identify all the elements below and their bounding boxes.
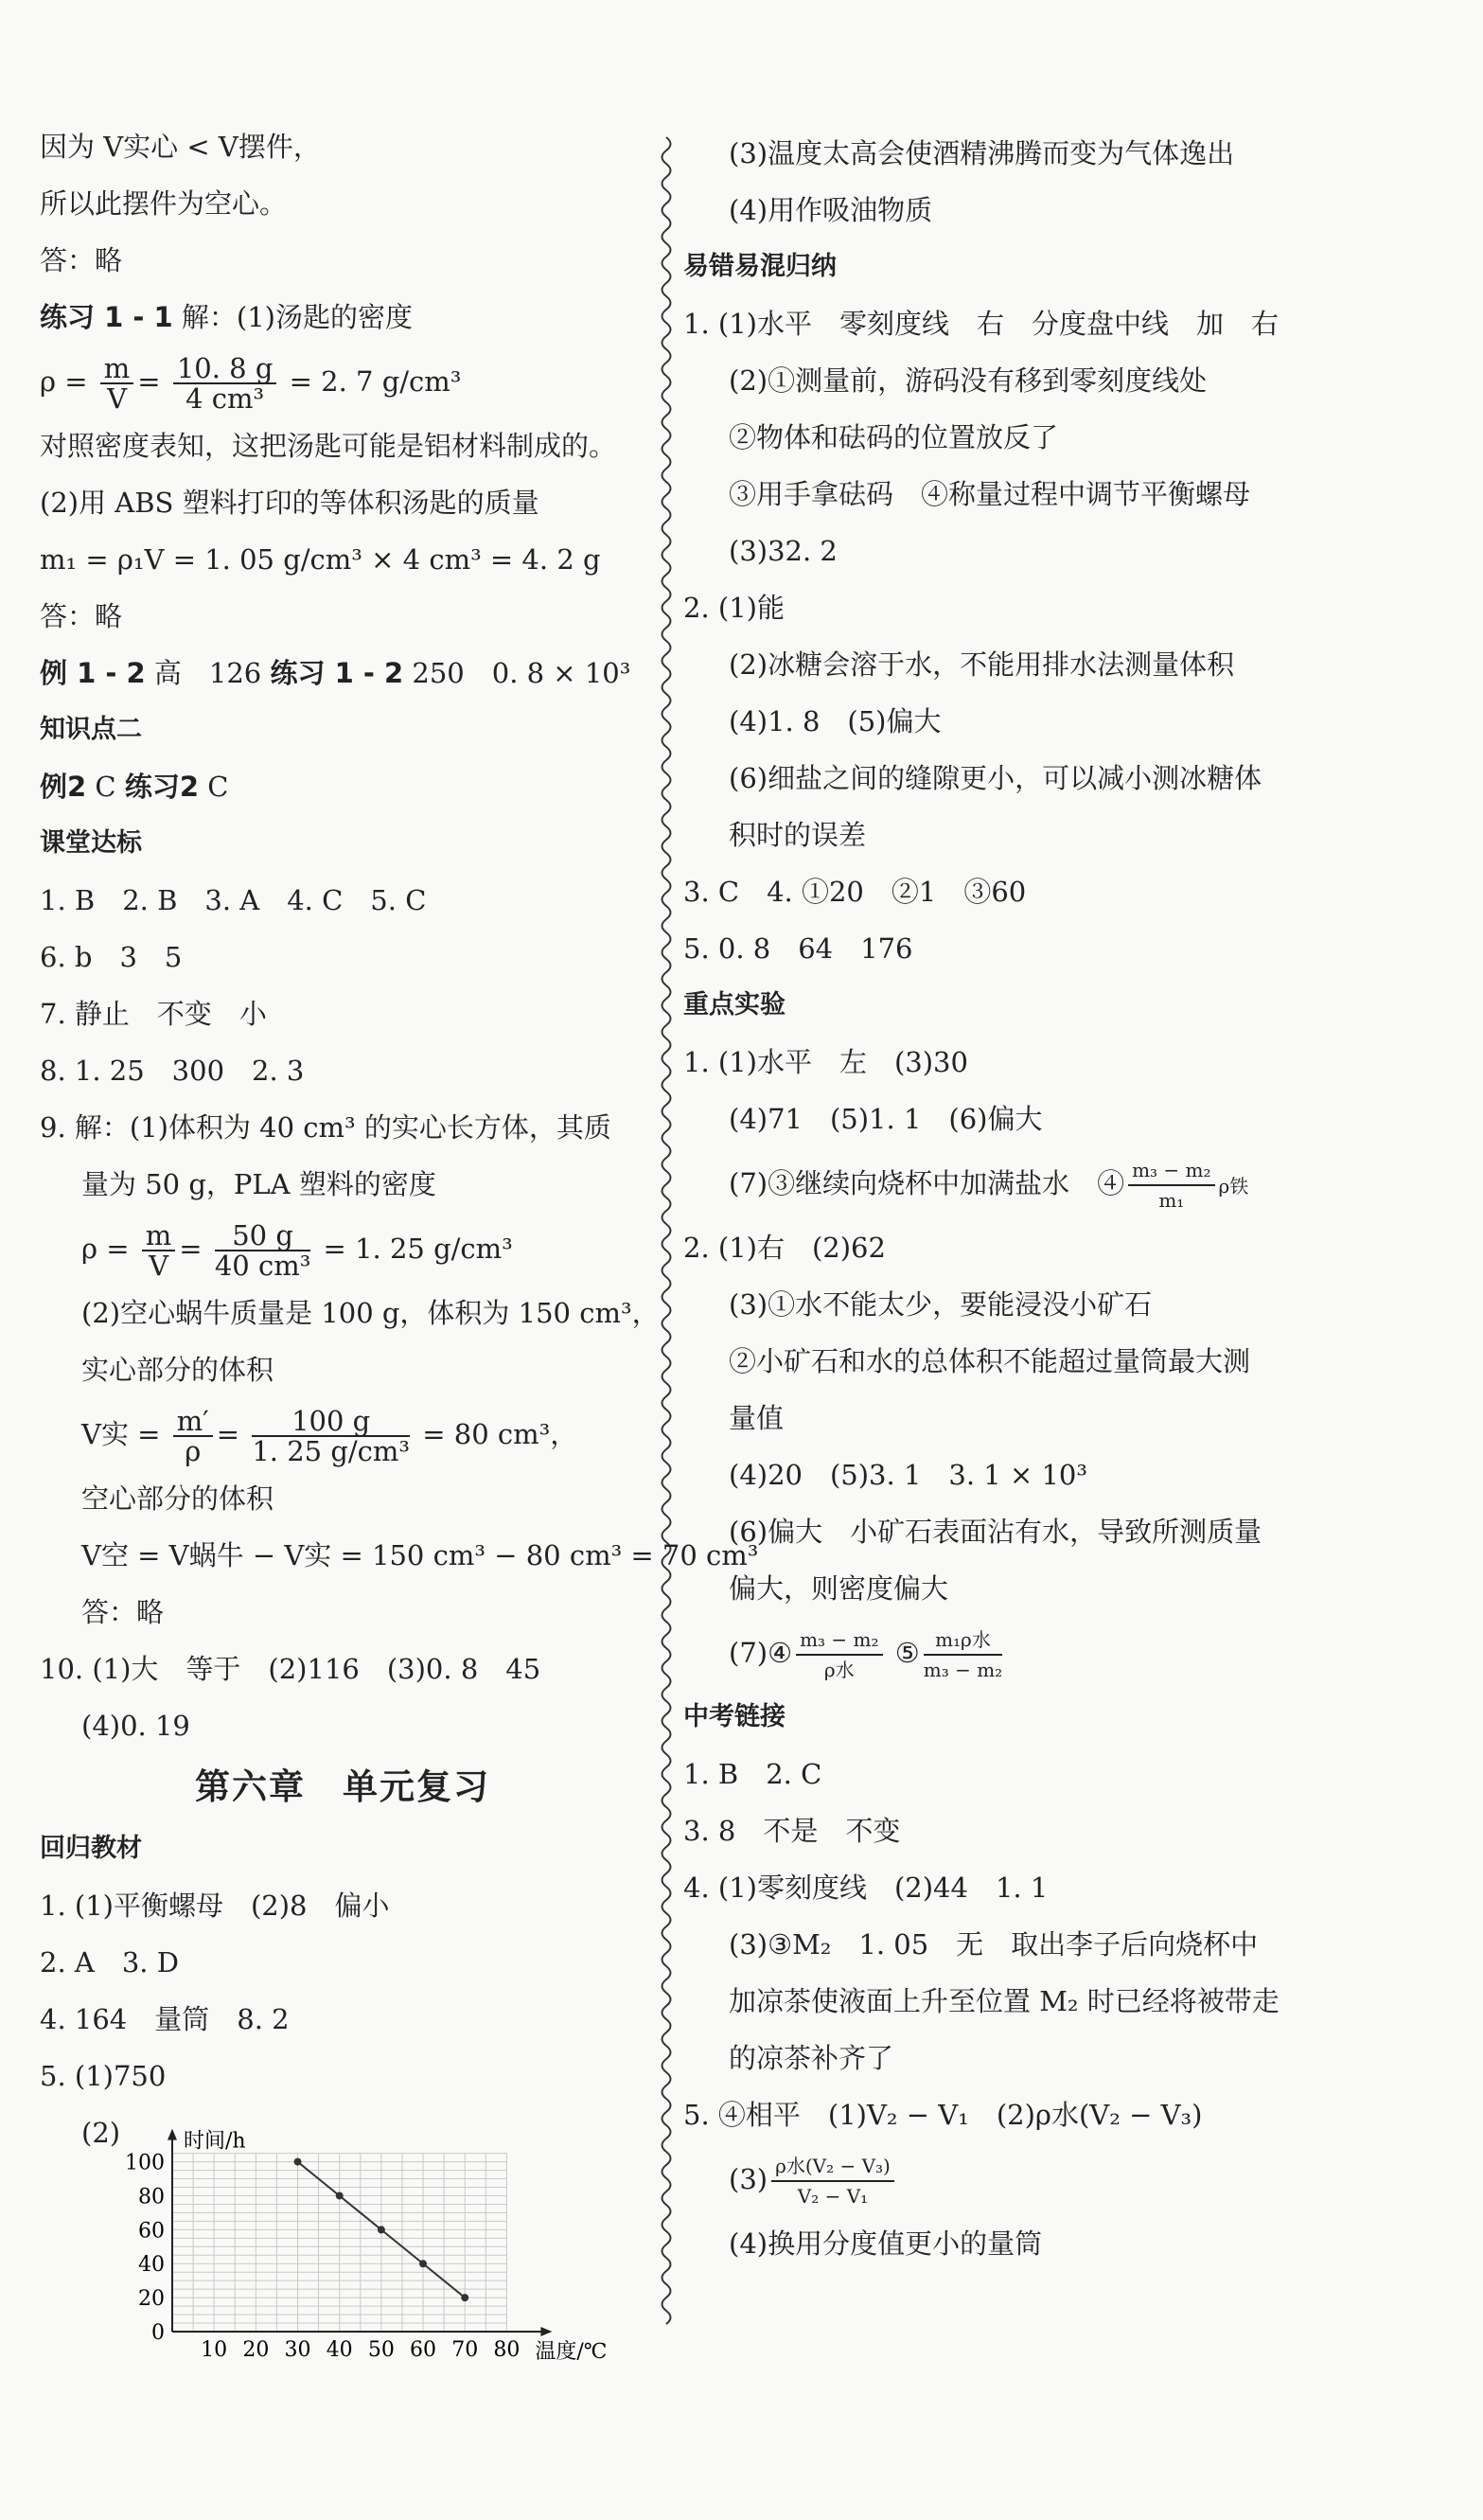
text-line: (4)20 (5)3. 1 3. 1 × 10³: [729, 1459, 1087, 1491]
x-tick-label: 80: [493, 2338, 521, 2362]
eq-left: V实 =: [81, 1418, 161, 1450]
text: (3): [729, 2163, 768, 2195]
text: (7)④: [729, 1637, 793, 1669]
numerator: 50 g: [215, 1221, 311, 1251]
denominator: 40 cm³: [214, 1250, 311, 1282]
chart-label: (2): [81, 2117, 121, 2149]
text-line: 答：略: [40, 244, 123, 276]
practice-label: 练习 1 - 2: [270, 657, 404, 689]
text-line: 偏大，则密度偏大: [729, 1572, 949, 1605]
denominator: V: [149, 1250, 169, 1282]
eq-left: ρ =: [40, 365, 88, 398]
numerator: m: [142, 1221, 176, 1251]
fraction: [924, 1625, 1002, 1684]
practice-text: 250 0. 8 × 10³: [412, 657, 631, 689]
text-line: ②物体和砝码的位置放反了: [729, 421, 1059, 453]
text-line: 2. (1)能: [683, 592, 785, 624]
fraction: [796, 1625, 882, 1684]
x-tick-label: 30: [284, 2338, 311, 2362]
density-equation-1: ρ = $\frac{m}{V}$ = $\frac{10. 8 g}{\text{4 cm³}}$ = 2. 7 g/cm³: [40, 352, 462, 415]
text-line: 5. 0. 8 64 176: [683, 932, 913, 965]
text-line: 量为 50 g，PLA 塑料的密度: [81, 1168, 436, 1200]
x-tick-label: 50: [367, 2338, 395, 2362]
numerator: m₃ − m₂: [796, 1625, 882, 1656]
numerator: m′: [173, 1407, 213, 1437]
text-line: 空心部分的体积: [81, 1482, 274, 1515]
text-line: (3)①水不能太少，要能浸没小矿石: [729, 1288, 1153, 1321]
data-point: [294, 2158, 302, 2166]
fraction: [215, 1221, 311, 1280]
text-line: 答：略: [40, 600, 123, 632]
right-column: [683, 125, 1308, 2272]
text-line: 答：略: [81, 1596, 165, 1628]
text-line: 4. (1)零刻度线 (2)44 1. 1: [683, 1872, 1049, 1904]
text-line: (3)温度太高会使酒精沸腾而变为气体逸出: [729, 137, 1235, 169]
fraction: [252, 1407, 410, 1465]
denominator: 4 cm³: [185, 382, 265, 415]
text-line: 1. (1)平衡螺母 (2)8 偏小: [40, 1890, 390, 1922]
temperature-time-chart: [40, 2104, 645, 2364]
section-heading: 知识点二: [40, 715, 142, 744]
numerator: 100 g: [252, 1407, 410, 1437]
fraction: [173, 354, 277, 413]
text-line: 4. 164 量筒 8. 2: [40, 2003, 290, 2035]
rho-symbol: ρ铁: [1218, 1175, 1249, 1198]
text-line: (4)71 (5)1. 1 (6)偏大: [729, 1103, 1043, 1135]
eq-right: = 80 cm³，: [422, 1418, 578, 1450]
fraction: [142, 1221, 176, 1280]
eq-right: = 1. 25 g/cm³: [323, 1233, 513, 1265]
fraction: [771, 2152, 894, 2210]
text-line: m₁ = ρ₁V = 1. 05 g/cm³ × 4 cm³ = 4. 2 g: [40, 543, 601, 576]
text-line: (2)①测量前，游码没有移到零刻度线处: [729, 364, 1208, 397]
denominator: ρ: [185, 1435, 202, 1467]
section-heading: 回归教材: [40, 1834, 142, 1863]
numerator: m₁ρ水: [924, 1625, 1002, 1656]
y-tick-label: 60: [138, 2219, 165, 2244]
section-heading: 课堂达标: [40, 828, 142, 858]
practice-text: C: [207, 771, 229, 803]
text-line: (3)③M₂ 1. 05 无 取出李子后向烧杯中: [729, 1928, 1259, 1961]
data-point: [461, 2294, 468, 2301]
text-line: (6)偏大 小矿石表面沾有水，导致所测质量: [729, 1516, 1262, 1548]
fraction: [173, 1407, 213, 1465]
x-axis-label: 温度/℃: [535, 2340, 608, 2364]
example-1-2: [40, 645, 645, 701]
data-point: [378, 2226, 385, 2233]
numerator: ρ水(V₂ − V₃): [771, 2152, 894, 2182]
text-line: 的凉茶补齐了: [729, 2042, 894, 2074]
text-line: 2. (1)右 (2)62: [683, 1232, 886, 1264]
text-line: (2)冰糖会溶于水，不能用排水法测量体积: [729, 648, 1235, 681]
denominator: m₁: [1158, 1189, 1185, 1212]
text-line: 量值: [729, 1402, 785, 1434]
example-text: 高 126: [153, 657, 262, 689]
formula-line: [683, 1617, 1308, 1689]
denominator: ρ水: [823, 1659, 855, 1681]
text-line: (4)1. 8 (5)偏大: [729, 705, 942, 737]
section-heading: 中考链接: [683, 1702, 786, 1731]
fraction: [100, 354, 134, 413]
y-tick-label: 0: [151, 2321, 165, 2345]
text-line: 加凉茶使液面上升至位置 M₂ 时已经将被带走: [729, 1985, 1280, 2017]
x-tick-label: 60: [410, 2338, 437, 2362]
example-text: C: [95, 771, 116, 803]
formula-line: [683, 2143, 1308, 2215]
density-equation-2: ρ = $\frac{m}{V}$ = $\frac{50 g}{\text{40 cm³}}$ = 1. 25 g/cm³: [81, 1219, 513, 1282]
text-line: 10. (1)大 等于 (2)116 (3)0. 8 45: [40, 1653, 541, 1685]
denominator: V₂ − V₁: [797, 2185, 869, 2208]
denominator: V: [107, 382, 128, 415]
text-line: 1. B 2. C: [683, 1758, 822, 1790]
text-line: 1. (1)水平 左 (3)30: [683, 1046, 968, 1078]
numerator: m₃ − m₂: [1128, 1156, 1214, 1186]
x-tick-label: 20: [242, 2338, 270, 2362]
text-line: 2. A 3. D: [40, 1946, 179, 1979]
chapter-title: 第六章 单元复习: [195, 1766, 490, 1807]
x-tick-label: 70: [451, 2338, 479, 2362]
numerator: m: [100, 354, 134, 384]
line-chart: [40, 2104, 645, 2364]
practice-label: 练习 1 - 1: [40, 301, 173, 333]
text-line: 8. 1. 25 300 2. 3: [40, 1055, 305, 1087]
y-tick-label: 20: [138, 2287, 165, 2312]
practice-label: 练习2: [124, 771, 200, 803]
text-line: 5. (1)750: [40, 2060, 167, 2092]
y-tick-label: 100: [125, 2151, 165, 2175]
text-line: (6)细盐之间的缝隙更小，可以减小测冰糖体: [729, 762, 1262, 794]
text-line: (3)32. 2: [729, 535, 838, 567]
text-line: 1. B 2. B 3. A 4. C 5. C: [40, 884, 427, 916]
data-point: [419, 2260, 427, 2267]
text-line: V空 = V蜗牛 − V实 = 150 cm³ − 80 cm³ = 70 cm³: [81, 1539, 759, 1571]
example-2: [40, 758, 645, 815]
practice-text: 解：(1)汤匙的密度: [181, 301, 413, 333]
y-axis-arrow: [168, 2129, 177, 2140]
text-line: ②小矿石和水的总体积不能超过量筒最大测: [729, 1345, 1251, 1377]
fraction: [1128, 1156, 1214, 1215]
data-point: [336, 2192, 344, 2199]
text-line: (4)用作吸油物质: [729, 194, 933, 226]
text-line: (4)0. 19: [81, 1710, 190, 1742]
eq-left: ρ =: [81, 1233, 130, 1265]
density-formula-line: [683, 1147, 1308, 1219]
text-line: (4)换用分度值更小的量筒: [729, 2227, 1043, 2260]
example-label: 例2: [40, 771, 87, 803]
text: (7)③继续向烧杯中加满盐水 ④: [729, 1167, 1125, 1199]
text-line: 5. ④相平 (1)V₂ − V₁ (2)ρ水(V₂ − V₃): [683, 2099, 1203, 2131]
text-line: 3. 8 不是 不变: [683, 1815, 901, 1847]
text-line: (2)用 ABS 塑料打印的等体积汤匙的质量: [40, 487, 539, 519]
section-heading: 重点实验: [683, 990, 786, 1020]
text-line: 积时的误差: [729, 819, 867, 851]
practice-1-1: [40, 289, 645, 346]
denominator: m₃ − m₂: [923, 1659, 1003, 1681]
column-divider: [655, 137, 678, 2324]
denominator: 1. 25 g/cm³: [252, 1435, 411, 1467]
y-tick-label: 80: [138, 2185, 165, 2209]
text-line: 6. b 3 5: [40, 941, 183, 973]
x-tick-label: 40: [326, 2338, 353, 2362]
text: ⑤: [894, 1637, 920, 1669]
y-axis-label: 时间/h: [184, 2129, 246, 2154]
volume-equation: V实 = $\frac{m'}{\rho}$ = $\frac{100 g}{\text{1. 25 g/cm³}}$ = 80 cm³，: [81, 1405, 578, 1467]
text-line: 对照密度表知，这把汤匙可能是铝材料制成的。: [40, 430, 617, 462]
x-axis-arrow: [540, 2327, 552, 2336]
text-line: 3. C 4. ①20 ②1 ③60: [683, 876, 1027, 908]
text-line: 1. (1)水平 零刻度线 右 分度盘中线 加 右: [683, 308, 1279, 340]
y-tick-label: 40: [138, 2253, 165, 2278]
text-line: (2)空心蜗牛质量是 100 g，体积为 150 cm³，: [81, 1297, 660, 1329]
text-line: 因为 V实心 < V摆件，: [40, 131, 321, 163]
numerator: 10. 8 g: [173, 354, 277, 384]
text-line: ③用手拿砝码 ④称量过程中调节平衡螺母: [729, 478, 1251, 510]
section-heading: 易错易混归纳: [683, 252, 837, 281]
text-line: 7. 静止 不变 小: [40, 998, 267, 1030]
text-line: 所以此摆件为空心。: [40, 187, 288, 220]
text-line: 9. 解：(1)体积为 40 cm³ 的实心长方体，其质: [40, 1111, 611, 1144]
x-tick-label: 10: [201, 2338, 228, 2362]
eq-right: = 2. 7 g/cm³: [289, 365, 462, 398]
text-line: 实心部分的体积: [81, 1354, 274, 1386]
example-label: 例 1 - 2: [40, 657, 146, 689]
